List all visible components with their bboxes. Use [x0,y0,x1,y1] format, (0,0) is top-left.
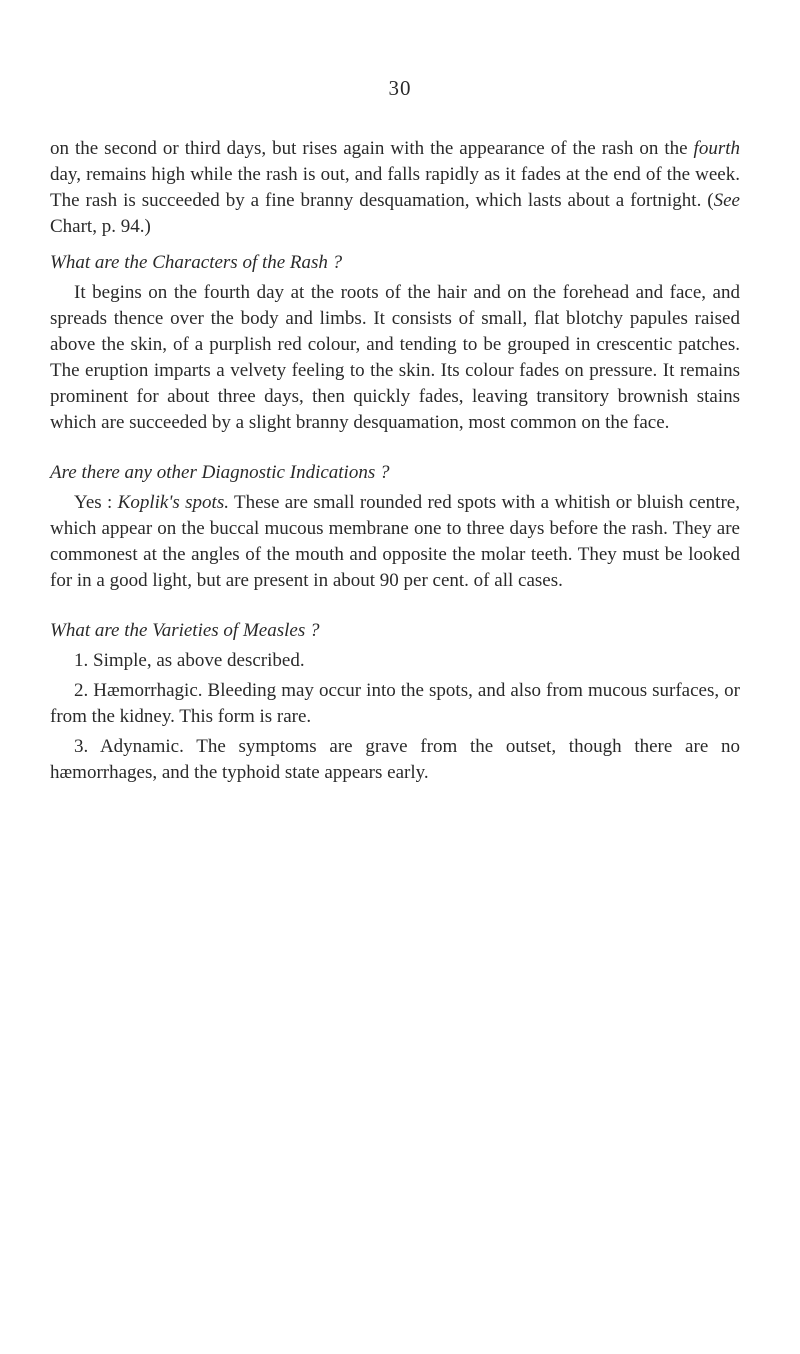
section-heading-varieties: What are the Varieties of Measles ? [50,620,320,641]
intro-italic-word: fourth [693,138,740,159]
variety-item-haemorrhagic: 2. Hæmorrhagic. Bleeding may occur into the spots, and also from mucous surfaces, or from the kidney. This form is rare. [50,680,740,727]
section-heading-rash: What are the Characters of the Rash ? [50,252,343,273]
intro-text-end: day, remains high while the rash is out, and falls rapidly as it fades at the end of the week. The rash is succeeded by a fine branny desquamation, which lasts about a fortnight. ( [50,164,740,211]
section-body-diagnostic [50,490,740,594]
section-heading-diagnostic: Are there any other Diagnostic Indications ? [50,462,390,483]
intro-paragraph [50,136,740,240]
section-body-rash: It begins on the fourth day at the roots of the hair and on the forehead and face, and spreads thence over the body and limbs. It consists of small, flat blotchy papules raised above the skin, of a purplish red colour, and tending to be grouped in crescentic patches. The eruption imparts a velvety feeling to the skin. Its colour fades on pressure. It remains prominent for about three days, then quickly fades, leaving transitory brownish stains which are succeeded by a slight branny desquamation, most common on the face. [50,282,740,433]
intro-text-start: on the second or third days, but rises again with the appearance of the rash on the [50,138,694,159]
diagnostic-rest: These are small rounded red spots with a whitish or bluish centre, which appear on the buccal mucous membrane one to three days before the rash. They are commonest at the angles of the mouth and opposite the molar teeth. They must be looked for in a good light, but are present in about 90 per cent. of all cases. [50,492,740,591]
page-content [50,136,740,786]
variety-item-simple: 1. Simple, as above described. [74,650,305,671]
intro-see-reference: See [713,190,740,211]
page-number: 30 [388,76,412,100]
diagnostic-prefix: Yes : [74,492,118,513]
diagnostic-italic: Koplik's spots. [117,492,229,513]
variety-item-adynamic: 3. Adynamic. The symptoms are grave from the outset, though there are no hæmorrhages, and the typhoid state appears early. [50,736,740,783]
intro-chart-reference: Chart, p. 94.) [50,216,151,237]
